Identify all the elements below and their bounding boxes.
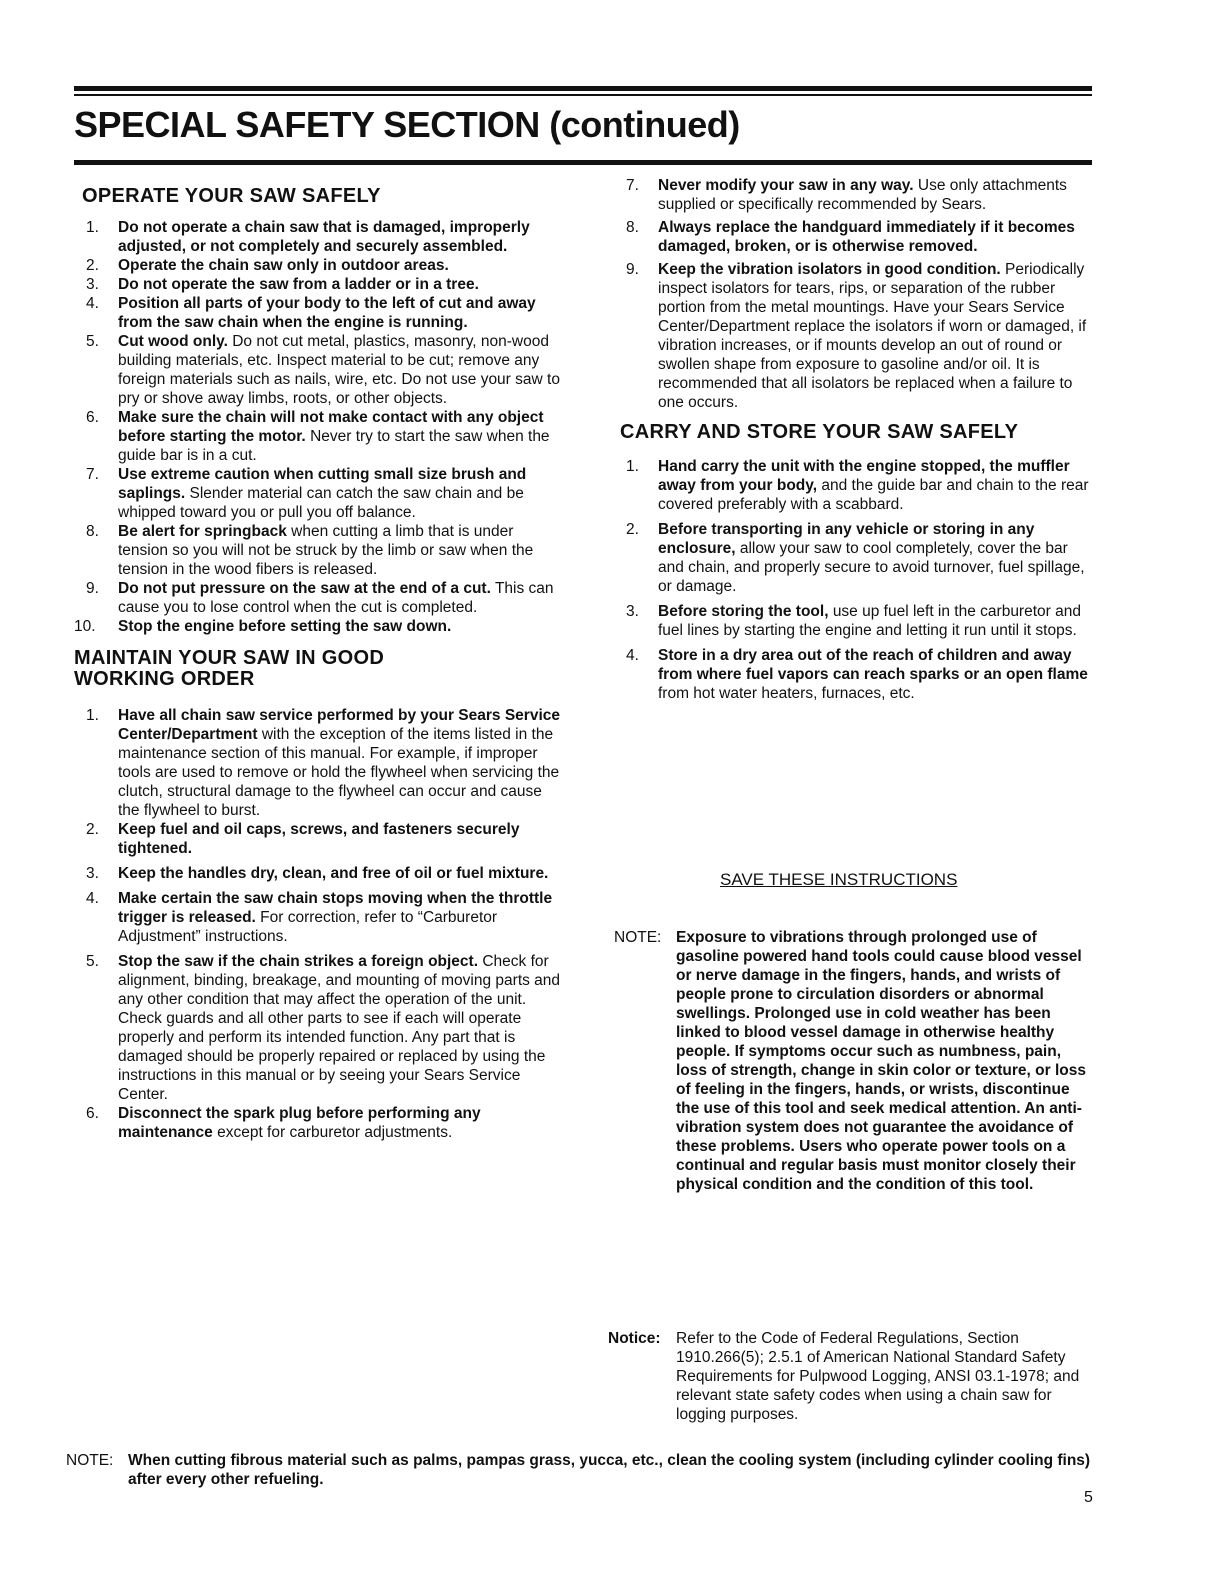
operate-list [74,218,566,636]
fibrous-material-note [66,1451,1106,1489]
list-item: 1. Have all chain saw service performed by your Sears Service Center/Department with the exception of the items listed in the maintenance section of this manual. For example, if improper tools are used to remove or hold the flywheel when servicing the clutch, structural damage to the flywheel can occur and cause the flywheel to burst. [86,707,560,819]
operate-list-continued [614,176,1096,412]
note-label: NOTE: [66,1452,114,1469]
list-item: 2. Operate the chain saw only in outdoor areas. [86,257,449,274]
page-number: 5 [1084,1489,1093,1506]
note-label: NOTE: [614,929,662,946]
fibrous-note-text: When cutting fibrous material such as palms, pampas grass, yucca, etc., clean the cooling system (including cylinder cooling fins) after every other refueling. [128,1452,1091,1488]
list-item: 1. Do not operate a chain saw that is damaged, improperly adjusted, or not completely and securely assembled. [86,219,530,255]
list-item: 3. Before storing the tool, use up fuel left in the carburetor and fuel lines by starting the engine and letting it run until it stops. [626,603,1081,639]
left-column [74,186,566,1142]
notice-label: Notice: [608,1330,661,1347]
list-item: 5. Cut wood only. Do not cut metal, plastics, masonry, non-wood building materials, etc. Inspect material to be cut; remove any foreign materials such as nails, wire, etc. Do not use your saw to pry or shove away limbs, roots, or other objects. [86,333,560,407]
regulations-notice-text: Refer to the Code of Federal Regulations, Section 1910.266(5); 2.5.1 of American National Standard Safety Requirements for Pulpwood Logging, ANSI 03.1-1978; and relevant state safety codes when using a chain saw for logging purposes. [676,1330,1080,1423]
list-item: 4. Position all parts of your body to the left of cut and away from the saw chain when the engine is running. [86,295,536,331]
vibration-note [614,928,1094,1194]
list-item: 6. Make sure the chain will not make contact with any object before starting the motor. Never try to start the saw when the guide bar is in a cut. [86,409,550,464]
page-title: SPECIAL SAFETY SECTION (continued) [74,104,740,145]
save-instructions-heading: SAVE THESE INSTRUCTIONS [720,870,958,889]
list-item: 5. Stop the saw if the chain strikes a foreign object. Check for alignment, binding, breakage, and mounting of moving parts and any other condition that may affect the operation of the unit. Check guards and all other parts to see if each will operate properly and perform its intended function. Any part that is damaged should be properly repaired or replaced by using the instructions in this manual or by seeing your Sears Service Center. [86,953,561,1103]
list-item: 2. Keep fuel and oil caps, screws, and fasteners securely tightened. [86,821,520,857]
list-item: 4. Store in a dry area out of the reach of children and away from where fuel vapors can reach sparks or an open flame from hot water heaters, furnaces, etc. [626,647,1088,702]
list-item: 9. Keep the vibration isolators in good condition. Periodically inspect isolators for tears, rips, or separation of the rubber portion from the metal mountings. Have your Sears Service Center/Department replace the isolators if worn or damaged, if vibration increases, or if mounts develop an out of round or swollen shape from exposure to gasoline and/or oil. It is recommended that all isolators be replaced when a failure to one occurs. [626,261,1087,411]
right-column [614,176,1096,703]
top-rule-thick [74,86,1092,91]
carry-list [614,457,1096,703]
list-item: 7. Use extreme caution when cutting small size brush and saplings. Slender material can catch the saw chain and be whipped toward you or pull you off balance. [86,466,527,521]
regulations-notice [608,1329,1094,1424]
title-rule [74,160,1092,165]
list-item: 4. Make certain the saw chain stops moving when the throttle trigger is released. For correction, refer to “Carburetor Adjustment” instructions. [86,890,553,945]
list-item: 2. Before transporting in any vehicle or storing in any enclosure, allow your saw to cool completely, cover the bar and chain, and properly secure to avoid turnover, fuel spillage, or damage. [626,521,1085,595]
list-item: 1. Hand carry the unit with the engine stopped, the muffler away from your body, and the guide bar and chain to the rear covered preferably with a scabbard. [626,458,1089,513]
list-item: 9. Do not put pressure on the saw at the end of a cut. This can cause you to lose control when the cut is completed. [86,580,554,616]
list-item: 10. Stop the engine before setting the saw down. [74,618,452,635]
list-item: 3. Do not operate the saw from a ladder or in a tree. [86,276,479,293]
maintain-list [74,706,566,1142]
list-item: 8. Be alert for springback when cutting a limb that is under tension so you will not be struck by the limb or saw when the tension in the wood fibers is released. [86,523,534,578]
maintain-heading: MAINTAIN YOUR SAW IN GOOD WORKING ORDER [74,647,385,690]
vibration-note-text: Exposure to vibrations through prolonged use of gasoline powered hand tools could cause blood vessel or nerve damage in the fingers, hands, and wrists of people prone to circulation disorders or abnormal swellings. Prolonged use in cold weather has been linked to blood vessel damage in otherwise healthy people. If symptoms occur such as numbness, pain, loss of strength, change in skin color or texture, or loss of feeling in the fingers, hands, or wrists, discontinue the use of this tool and seek medical attention. An anti-vibration system does not guarantee the avoidance of these problems. Users who operate power tools on a continual and regular basis must monitor closely their physical condition and the condition of this tool. [676,929,1086,1193]
list-item: 7. Never modify your saw in any way. Use only attachments supplied or specifically recommended by Sears. [626,177,1067,213]
carry-heading: CARRY AND STORE YOUR SAW SAFELY [620,421,1019,443]
list-item: 3. Keep the handles dry, clean, and free of oil or fuel mixture. [86,865,549,882]
operate-heading: OPERATE YOUR SAW SAFELY [82,185,381,207]
list-item: 6. Disconnect the spark plug before performing any maintenance except for carburetor adjustments. [86,1105,481,1141]
list-item: 8. Always replace the handguard immediately if it becomes damaged, broken, or is otherwise removed. [626,219,1075,255]
top-rule-thin [74,94,1092,96]
